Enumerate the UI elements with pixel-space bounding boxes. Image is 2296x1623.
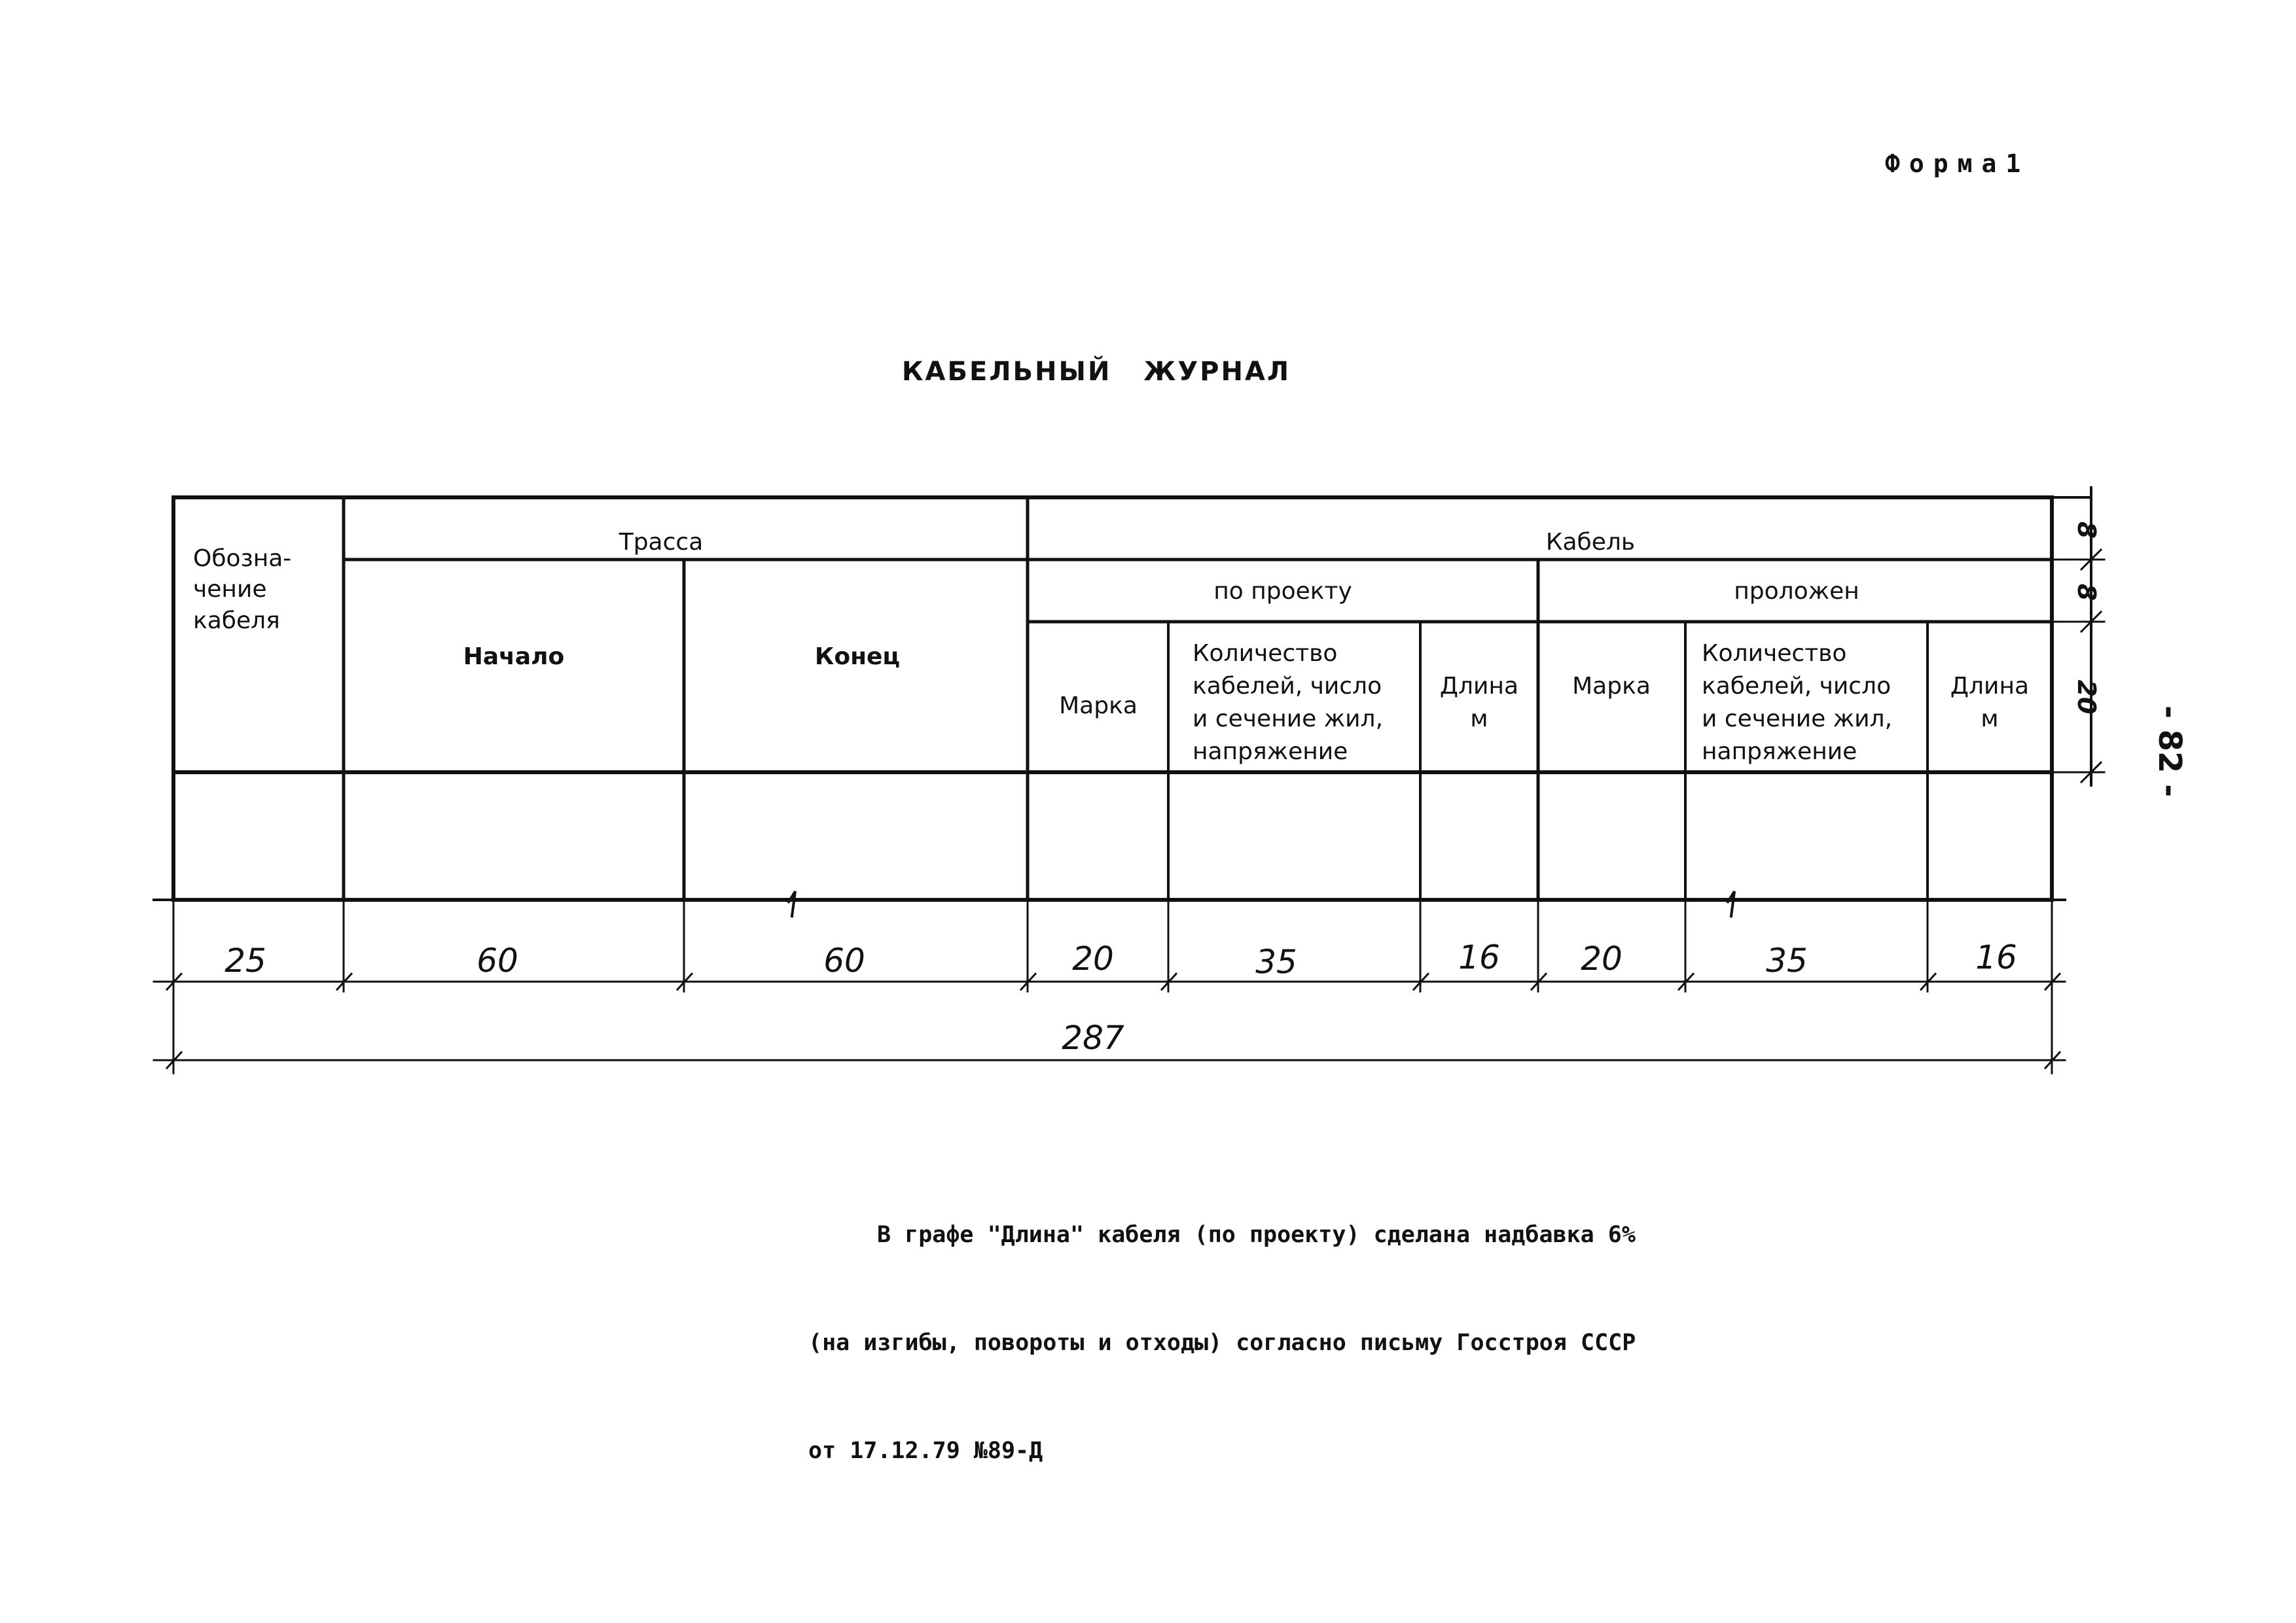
row-dim-1: 8 [2072,521,2101,539]
col-dim-brand-laid: 20 [1581,940,1623,978]
row-dim-3: 20 [2072,679,2101,715]
header-route-start: Начало [463,643,565,670]
header-length-project-line1: Длина [1439,673,1519,700]
footnote [808,1145,1790,1505]
header-laid: проложен [1734,578,1859,605]
page-number: - 82 - [2151,705,2188,798]
header-by-project: по проекту [1213,578,1352,605]
col-dim-designation: 25 [224,942,266,980]
header-qty-project-line1: Количество [1193,640,1338,667]
header-route: Трасса [619,529,704,556]
col-dim-qty-laid: 35 [1766,942,1808,980]
header-cable: Кабель [1545,529,1636,556]
header-length-project-line2: м [1470,705,1488,732]
header-qty-laid-line2: кабелей, число [1702,673,1892,700]
header-designation-line3: кабеля [193,607,280,634]
header-qty-laid-line1: Количество [1702,640,1847,667]
header-brand-project: Марка [1059,692,1138,719]
header-route-end: Конец [814,643,901,670]
col-dim-end: 60 [823,942,865,980]
footnote-line: В графе "Длина" кабеля (по проекту) сделана надбавка 6% [877,1222,1636,1248]
form-label: Форма1 [1885,149,2030,178]
header-qty-laid-line4: напряжение [1702,738,1857,765]
col-dim-length-laid: 16 [1975,938,2017,976]
header-designation-line2: чение [193,576,267,603]
col-dim-start: 60 [476,942,518,980]
col-dim-qty-project: 35 [1255,943,1297,981]
page-title: КАБЕЛЬНЫЙ ЖУРНАЛ [901,357,1291,387]
row-dim-2: 8 [2072,583,2101,601]
header-qty-laid-line3: и сечение жил, [1702,705,1893,732]
total-dim: 287 [1062,1019,1124,1057]
col-dim-length-project: 16 [1458,938,1500,976]
header-brand-laid: Марка [1572,673,1651,700]
header-designation-line1: Обозна- [193,545,292,572]
col-dim-brand-project: 20 [1072,940,1114,978]
header-length-laid-line1: Длина [1950,673,2030,700]
footnote-line: от 17.12.79 №89-Д [808,1438,1043,1464]
header-qty-project-line3: и сечение жил, [1193,705,1384,732]
header-length-laid-line2: м [1981,705,1999,732]
header-qty-project-line2: кабелей, число [1193,673,1382,700]
footnote-line: (на изгибы, повороты и отходы) согласно письму Госстроя СССР [808,1330,1636,1356]
header-qty-project-line4: напряжение [1193,738,1348,765]
